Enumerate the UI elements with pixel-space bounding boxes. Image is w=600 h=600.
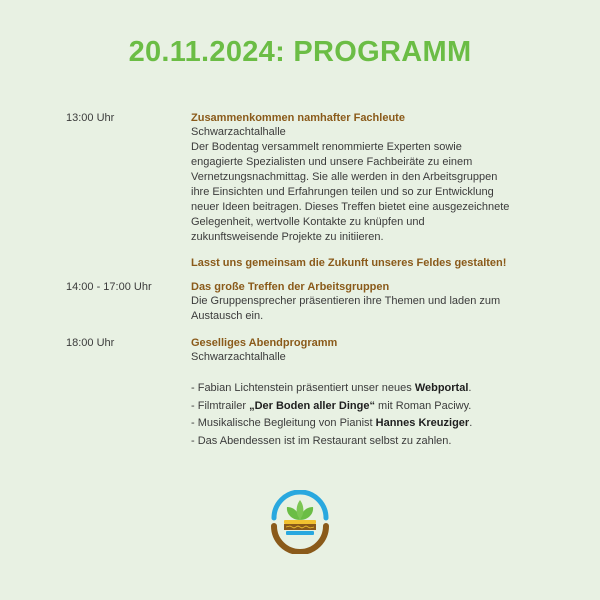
program-heading: Das große Treffen der Arbeitsgruppen <box>191 281 390 293</box>
bullet-list <box>191 380 551 450</box>
bullet-emphasis: Hannes Kreuziger <box>375 417 470 429</box>
soil-plant-logo-icon <box>268 490 332 554</box>
description-line: neuer Ideen beitragen. Dieses Treffen bietet eine ausgezeichnete <box>191 201 510 213</box>
bullet-item <box>191 433 551 451</box>
bullet-text: - Das Abendessen ist im Restaurant selbst zu zahlen. <box>191 434 452 447</box>
program-content <box>191 336 551 450</box>
program-callout: Lasst uns gemeinsam die Zukunft unseres Feldes gestalten! <box>191 257 507 269</box>
bullet-text: - Musikalische Begleitung von Pianist <box>191 417 376 429</box>
program-time: 13:00 Uhr <box>66 112 115 124</box>
program-time: 14:00 - 17:00 Uhr <box>66 281 152 293</box>
description-line: engagierte Spezialisten und unsere Fachbeiräte zu einem <box>191 156 473 168</box>
bullet-item <box>191 380 551 398</box>
description-line: Der Bodentag versammelt renommierte Experten sowie <box>191 141 462 153</box>
bullet-emphasis: Webportal <box>414 382 469 394</box>
bullet-text: - Filmtrailer <box>191 399 250 412</box>
description-line: zukunftsweisende Projekte zu initiieren. <box>191 231 384 243</box>
bullet-text-end: . <box>468 382 472 394</box>
description-line: Gelegenheit, wertvolle Kontakte zu knüpfen und <box>191 216 425 228</box>
description-line: ihre Einsichten und Erfahrungen teilen und so zur Entwicklung <box>191 186 494 198</box>
bullet-text: - Fabian Lichtenstein präsentiert unser neues <box>191 382 415 394</box>
bullet-item <box>191 398 551 416</box>
program-time: 18:00 Uhr <box>66 337 115 349</box>
description-line: Die Gruppensprecher präsentieren ihre Themen und laden zum <box>191 295 501 307</box>
program-content <box>191 111 551 271</box>
program-location: Schwarzachtalhalle <box>191 126 286 138</box>
logo-yellow-band <box>284 520 316 524</box>
program-heading: Zusammenkommen namhafter Fachleute <box>191 112 405 124</box>
bullet-item <box>191 415 551 433</box>
program-heading: Geselliges Abendprogramm <box>191 337 338 349</box>
bullet-text-end: mit Roman Paciwy. <box>374 399 472 412</box>
program-content <box>191 280 551 324</box>
logo-water <box>286 531 314 535</box>
program-location: Schwarzachtalhalle <box>191 351 286 363</box>
description-line: Vernetzungsnachmittag. Sie alle werden in den Arbeitsgruppen <box>191 171 498 183</box>
description-line: Austausch ein. <box>191 310 264 322</box>
bullet-text-end: . <box>469 417 473 429</box>
page-title: 20.11.2024: PROGRAMM <box>128 36 472 68</box>
bullet-emphasis: „Der Boden aller Dinge“ <box>249 399 375 412</box>
